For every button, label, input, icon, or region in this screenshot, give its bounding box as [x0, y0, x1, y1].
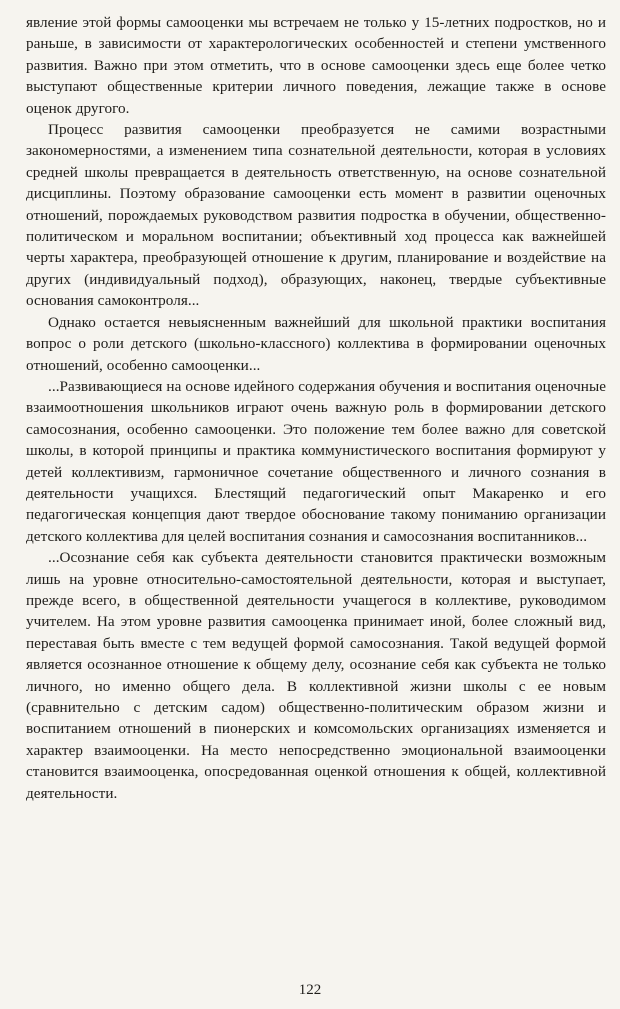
paragraph-1: явление этой формы самооценки мы встречаем не только у 15-летних подростков, но и раньше, в зависимости от характерологических особенностей и степени умственного развития. Важно при этом отметить, что в основе самооценки здесь еще более четко выступают общественные критерии личного поведения, лежащие также в основе оценок другого.: [26, 14, 606, 117]
paragraph-3: Однако остается невыясненным важнейший для школьной практики воспитания вопрос о роли детского (школьно-классного) коллектива в формировании оценочных отношений, особенно самооценки...: [26, 313, 606, 374]
body-text: [26, 12, 606, 804]
paragraph-2: Процесс развития самооценки преобразуется не самими возрастными закономерностями, а изменением типа сознательной деятельности, которая в условиях средней школы превращается в деятельность ответственную, на основе сознательной дисциплины. Поэтому образование самооценки есть момент в развитии оценочных отношений, порождаемых руководством развития подростка в обучении, общественно-политическом и моральном воспитании; объективный ход процесса как важнейшей черты характера, преобразующей отношение к другим, планирование и воздействие на других (индивидуальный подход), образующих, наконец, твердые субъективные основания самоконтроля...: [26, 121, 606, 310]
paragraph-5: ...Осознание себя как субъекта деятельности становится практически возможным лишь на уровне относительно-самостоятельной деятельности, которая и выступает, прежде всего, в общественной деятельности учащегося в коллективе, руководимом учителем. На этом уровне развития самооценка принимает иной, более сложный вид, переставая быть вместе с тем ведущей формой самосознания. Такой ведущей формой является осознанное отношение к общему делу, осознание себя как субъекта не только личного, но именно общего дела. В коллективной жизни школы с ее новым (сравнительно с детским садом) общественно-политическим образом жизни и воспитанием отношений в пионерских и комсомольских организациях изменяется и характер взаимооценки. На место непосредственно эмоциональной взаимооценки становится взаимооценка, опосредованная оценкой отношения к общей, коллективной деятельности.: [26, 549, 606, 802]
page-number: 122: [298, 982, 322, 998]
paragraph-4: ...Развивающиеся на основе идейного содержания обучения и воспитания оценочные взаимоотношения школьников играют очень важную роль в формировании детского самосознания, особенно самооценки. Это положение тем более важно для советской школы, в которой принципы и практика коммунистического воспитания формируют у детей коллективизм, гармоничное сочетание общественного и личного сознания в деятельности учащихся. Блестящий педагогический опыт Макаренко и его педагогическая концепция дают твердое обоснование такому пониманию организации детского коллектива для целей воспитания сознания и самосознания воспитанников...: [26, 377, 606, 545]
